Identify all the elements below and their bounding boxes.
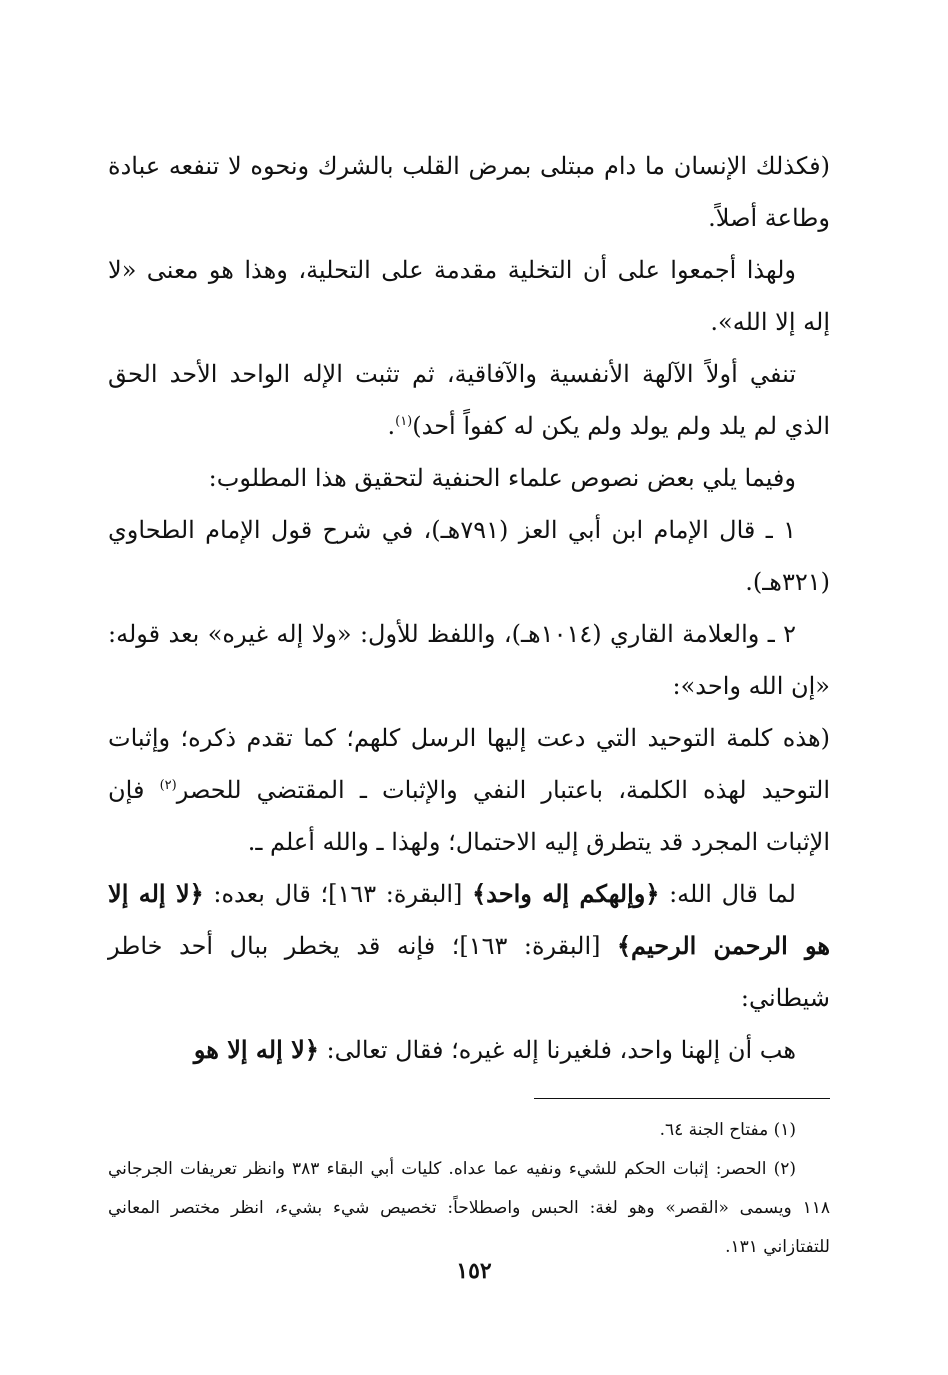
paragraph-9-a: هب أن إلهنا واحد، فلغيرنا إله غيره؛ فقال تعالى: — [318, 1036, 796, 1064]
paragraph-3-text: تنفي أولاً الآلهة الأنفسية والآفاقية، ثم تثبت الإله الواحد الأحد الحق الذي لم يلد ولم يولد ولم يكن له كفواً أحد) — [108, 360, 830, 440]
main-text — [108, 140, 830, 1076]
paragraph-9 — [108, 1024, 830, 1076]
paragraph-6: ٢ ـ والعلامة القاري (١٠١٤هـ)، واللفظ للأول: «ولا إله غيره» بعد قوله: «إن الله واحد»: — [108, 620, 830, 700]
footnote-separator — [534, 1098, 830, 1099]
paragraph-4: وفيما يلي بعض نصوص علماء الحنفية لتحقيق هذا المطلوب: — [208, 464, 796, 492]
paragraph-7-text: (هذه كلمة التوحيد التي دعت إليها الرسل كلهم؛ كما تقدم ذكره؛ وإثبات التوحيد لهذه الكلمة، باعتبار النفي والإثبات ـ المقتضي للحصر — [108, 724, 830, 804]
footnotes — [108, 1111, 830, 1267]
paragraph-8-b: [البقرة: ١٦٣]؛ قال بعده: — [203, 880, 473, 908]
quran-verse-3: ﴿لا إله إلا هو — [193, 1035, 319, 1064]
paragraph-1: (فكذلك الإنسان ما دام مبتلى بمرض القلب بالشرك ونحوه لا تنفعه عبادة وطاعة أصلاً. — [108, 152, 830, 232]
paragraph-8-a: لما قال الله: — [659, 880, 796, 908]
paragraph-7 — [108, 712, 830, 868]
footnote-ref-1: (١) — [395, 414, 413, 429]
page-content — [108, 140, 830, 1267]
paragraph-8 — [108, 868, 830, 1024]
paragraph-8-c: [البقرة: ١٦٣]؛ فإنه قد يخطر ببال أحد — [179, 932, 617, 960]
footnote-ref-2: (٢) — [159, 778, 177, 793]
paragraph-3-end: . — [387, 412, 396, 440]
paragraph-7-cont: فإن الإثبات المجرد قد يتطرق إليه الاحتمال؛ ولهذا ـ والله أعلم ـ. — [108, 776, 830, 856]
footnote-1: (١) مفتاح الجنة ٦٤. — [659, 1120, 796, 1140]
paragraph-5: ١ ـ قال الإمام ابن أبي العز (٧٩١هـ)، في شرح قول الإمام الطحاوي (٣٢١هـ). — [108, 516, 830, 596]
paragraph-2: ولهذا أجمعوا على أن التخلية مقدمة على التحلية، وهذا هو معنى «لا إله إلا الله». — [108, 256, 830, 336]
quran-verse-1: ﴿وإلهكم إله واحد﴾ — [472, 879, 660, 908]
quran-verse-2: ﴿لا إله إلا هو الرحمن الرحيم﴾ — [108, 879, 831, 960]
paragraph-3 — [108, 348, 830, 452]
page-number: ١٥٢ — [456, 1258, 492, 1284]
paragraph-8-end: خاطر شيطاني: — [108, 932, 830, 1012]
footnote-2: (٢) الحصر: إثبات الحكم للشيء ونفيه عما عداه. كليات أبي البقاء ٣٨٣ وانظر تعريفات الجرجاني ١١٨ ويسمى «القصر» وهو لغة: الحبس واصطلاحاً: تخصيص شيء بشيء، انظر مختصر المعاني للتفتازاني ١٣١. — [108, 1159, 830, 1257]
